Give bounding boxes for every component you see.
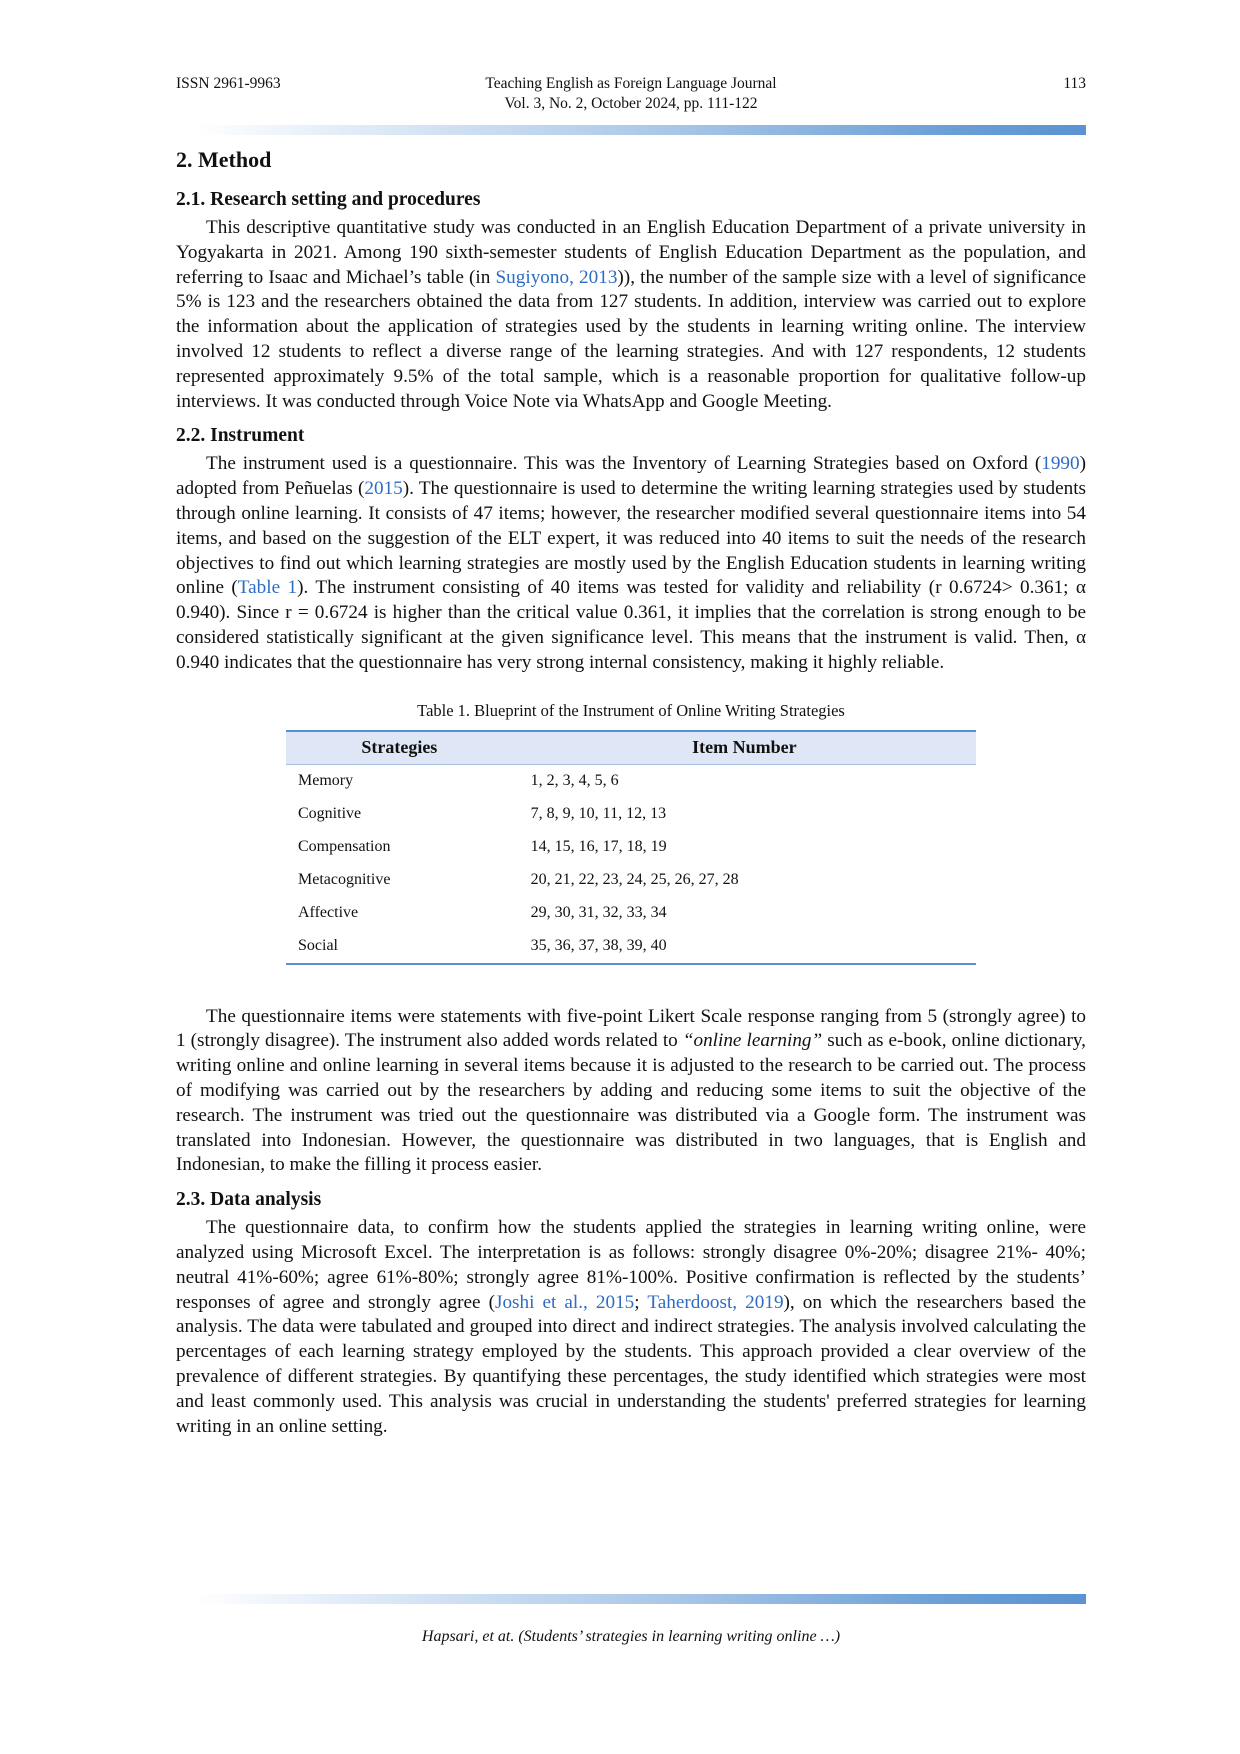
table-reference-link[interactable]: Table 1 [237, 577, 298, 599]
paragraph-data-analysis: The questionnaire data, to confirm how the students applied the strategies in learning writing online, were analyzed using Microsoft Excel. The interpretation is as follows: strongly disagree 0%-20%; disagree 21%- 40%; neutral 41%-60%; agree 61%-80%; strongly agree 81%-100%. Positive confirmation is reflected by the students’ responses of agree and strongly agree (Joshi et al., 2015; Taherdoost, 2019), on which the researchers based the analysis. The data were tabulated and grouped into direct and indirect strategies. The analysis involved calculating the percentages of each learning strategy employed by the students. This approach provided a clear overview of the prevalence of different strategies. By quantifying these percentages, the study identified which strategies were most and least commonly used. This analysis was crucial in understanding the students' preferred strategies for learning writing in an online setting. [176, 1217, 1087, 1437]
main-content [176, 146, 1086, 1445]
item-number-cell: 20, 21, 22, 23, 24, 25, 26, 27, 28 [530, 871, 739, 889]
item-number-cell: 1, 2, 3, 4, 5, 6 [530, 772, 619, 790]
running-header [176, 74, 1086, 122]
strategy-cell: Memory [298, 772, 354, 790]
footer-rule [176, 1594, 1086, 1604]
strategy-cell: Affective [298, 904, 359, 922]
page-number: 113 [1063, 75, 1086, 92]
paragraph-likert: The questionnaire items were statements with five-point Likert Scale response ranging from 5 (strongly agree) to 1 (strongly disagree). The instrument also added words related to “online learning” such as e-book, online dictionary, writing online and online learning in several items because it is adjusted to the research to be carried out. The process of modifying was carried out by the researchers by adding and reducing some items to suit the objective of the research. The instrument was tried out the questionnaire was distributed via a Google form. The instrument was translated into Indonesian. However, the questionnaire was distributed in two languages, that is English and Indonesian, to make the filling it process easier. [176, 1005, 1086, 1176]
strategy-cell: Cognitive [298, 805, 362, 823]
running-footer: Hapsari, et at. (Students’ strategies in learning writing online …) [421, 1628, 841, 1645]
citation-link[interactable]: 1990 [1041, 453, 1080, 475]
table-row [286, 897, 976, 930]
table-row [286, 930, 976, 964]
column-header-strategies: Strategies [286, 731, 513, 765]
strategy-cell: Social [298, 937, 338, 955]
citation-link[interactable]: Taherdoost, 2019 [647, 1291, 784, 1313]
table-container [176, 730, 1086, 965]
table-header-row [286, 731, 976, 765]
journal-title: Teaching English as Foreign Language Journal [485, 75, 777, 92]
table-caption: Table 1. Blueprint of the Instrument of Online Writing Strategies [417, 700, 845, 720]
column-header-item-number: Item Number [513, 731, 976, 765]
strategy-cell: Metacognitive [298, 871, 391, 889]
subsection-heading-data-analysis: 2.3. Data analysis [176, 1189, 322, 1211]
item-number-cell: 7, 8, 9, 10, 11, 12, 13 [530, 805, 667, 823]
italic-term: “online learning” [682, 1030, 823, 1052]
subsection-heading-instrument: 2.2. Instrument [176, 425, 305, 447]
blueprint-table [286, 730, 976, 965]
strategy-cell: Compensation [298, 838, 391, 856]
item-number-cell: 35, 36, 37, 38, 39, 40 [530, 937, 667, 955]
table-row [286, 798, 976, 831]
paragraph-research-setting: This descriptive quantitative study was conducted in an English Education Department of a private university in Yogyakarta in 2021. Among 190 sixth-semester students of English Education Department as the population, and referring to Isaac and Michael’s table (in Sugiyono, 2013)), the number of the sample size with a level of significance 5% is 123 and the researchers obtained the data from 127 students. In addition, interview was carried out to explore the information about the application of strategies used by the students in learning writing online. The interview involved 12 students to reflect a diverse range of the learning strategies. And with 127 respondents, 12 students represented approximately 9.5% of the total sample, which is a reasonable proportion for qualitative follow-up interviews. It was conducted through Voice Note via WhatsApp and Google Meeting. [176, 217, 1086, 412]
issn: ISSN 2961-9963 [176, 75, 281, 92]
table-row [286, 864, 976, 897]
item-number-cell: 29, 30, 31, 32, 33, 34 [530, 904, 667, 922]
paragraph-instrument: The instrument used is a questionnaire. This was the Inventory of Learning Strategies based on Oxford (1990) adopted from Peñuelas (2015). The questionnaire is used to determine the writing learning strategies used by students through online learning. It consists of 47 items; however, the researcher modified several questionnaire items into 54 items, and based on the suggestion of the ELT expert, it was reduced into 40 items to suit the needs of the research objectives to find out which learning strategies are mostly used by the English Education students in learning writing online (Table 1). The instrument consisting of 40 items was tested for validity and reliability (r 0.6724> 0.361; α 0.940). Since r = 0.6724 is higher than the critical value 0.361, it implies that the correlation is strong enough to be considered statistically significant at the given significance level. This means that the instrument is valid. Then, α 0.940 indicates that the questionnaire has very strong internal consistency, making it highly reliable. [176, 453, 1086, 673]
journal-info [176, 74, 1086, 114]
header-rule [176, 125, 1086, 135]
citation-link[interactable]: Sugiyono, 2013 [495, 266, 618, 288]
citation-link[interactable]: 2015 [364, 478, 403, 500]
citation-link[interactable]: Joshi et al., 2015 [494, 1291, 635, 1313]
journal-volume: Vol. 3, No. 2, October 2024, pp. 111-122 [504, 95, 758, 112]
section-heading: 2. Method [176, 147, 272, 172]
table-row [286, 764, 976, 798]
table-row [286, 831, 976, 864]
item-number-cell: 14, 15, 16, 17, 18, 19 [530, 838, 667, 856]
subsection-heading-research-setting: 2.1. Research setting and procedures [176, 189, 481, 210]
